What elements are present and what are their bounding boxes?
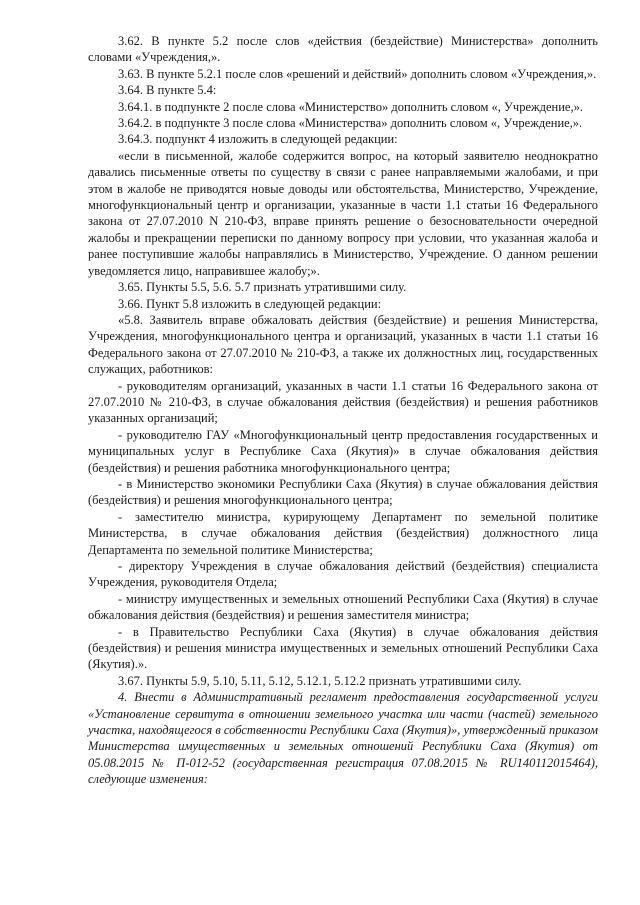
paragraph-3-62: 3.62. В пункте 5.2 после слов «действия (бездействие) Министерства» дополнить словами «Учреждения,». [88,34,598,65]
list-item-institution-director: - директору Учреждения в случае обжалования действий (бездействия) специалиста Учреждения, руководителя Отдела; [88,559,598,590]
list-item-minister: - министру имущественных и земельных отношений Республики Саха (Якутия) в случае обжалования действия (бездействия) и решения заместителя министра; [88,591,598,623]
paragraph-3-64-2: 3.64.2. в подпункте 3 после слова «Министерства» дополнить словом «, Учреждение,». [118,116,583,131]
paragraph-3-67: 3.67. Пункты 5.9, 5.10, 5.11, 5.12, 5.12.1, 5.12.2 признать утратившими силу. [118,673,522,688]
paragraph-3-66: 3.66. Пункт 5.8 изложить в следующей редакции: [118,296,382,311]
paragraph-3-63: 3.63. В пункте 5.2.1 после слов «решений и действий» дополнить словом «Учреждения,». [118,66,597,81]
paragraph-3-65: 3.65. Пункты 5.5, 5.6. 5.7 признать утратившими силу. [118,280,407,295]
list-item-organization-heads: - руководителям организаций, указанных в части 1.1 статьи 16 Федерального закона от 27.07.2010 № 210-ФЗ, в случае обжалования действия (бездействия) и решения работников указанных организаций; [88,378,598,426]
paragraph-quoted-subitem-4: «если в письменной, жалобе содержится вопрос, на который заявителю неоднократно давались письменные ответы по существу в связи с ранее направляемыми жалобами, и при этом в жалобе не приводятся новые доводы или обстоятельства, Министерство, Учреждение, многофункциональный центр и организации, указанные в части 1.1 статьи 16 Федерального закона от 27.07.2010 N 210-ФЗ, вправе принять решение о безосновательности очередной жалобы и прекращении переписки по данному вопросу при условии, что указанная жалоба и ранее поступившие жалобы направлялись в Министерство, Учреждение. О данном решении уведомляется лицо, направившее жалобу;». [88,148,598,278]
list-item-gau-mfc-head: - руководителю ГАУ «Многофункциональный центр предоставления государственных и муниципальных услуг в Республике Саха (Якутия)» в случае обжалования действия (бездействия) и решения работника многофункционального центра; [88,427,598,475]
list-item-deputy-minister: - заместителю министра, курирующему Департамент по земельной политике Министерства, в случае обжалования действия (бездействия) должностного лица Департамента по земельной политике Министерства; [88,509,598,557]
paragraph-3-64-3: 3.64.3. подпункт 4 изложить в следующей редакции: [118,132,398,147]
paragraph-3-64-1: 3.64.1. в подпункте 2 после слова «Министерство» дополнить словом «, Учреждение,». [118,99,583,114]
paragraph-quoted-5-8: «5.8. Заявитель вправе обжаловать действия (бездействие) и решения Министерства, Учреждения, многофункционального центра и организаций, указанных в части 1.1 статьи 16 Федерального закона от 27.07.2010 № 210-ФЗ, а также их должностных лиц, государственных служащих, работников: [88,312,598,377]
paragraph-3-64: 3.64. В пункте 5.4: [118,83,217,98]
paragraph-section-4-italic: 4. Внести в Административный регламент предоставления государственной услуги «Установление сервитута в отношении земельного участка или части (частей) земельного участка, находящегося в собственности Республики Саха (Якутия)», утвержденный приказом Министерства имущественных и земельных отношений Республики Саха (Якутия) от 05.08.2015 № П-012-52 (государственная регистрация 07.08.2015 № RU140112015464), следующие изменения: [88,690,598,787]
list-item-government: - в Правительство Республики Саха (Якутия) в случае обжалования действия (бездействия) и решения министра имущественных и земельных отношений Республики Саха (Якутия).». [88,624,598,672]
list-item-ministry-of-economy: - в Министерство экономики Республики Саха (Якутия) в случае обжалования действия (бездействия) и решения многофункционального центра; [88,476,598,508]
